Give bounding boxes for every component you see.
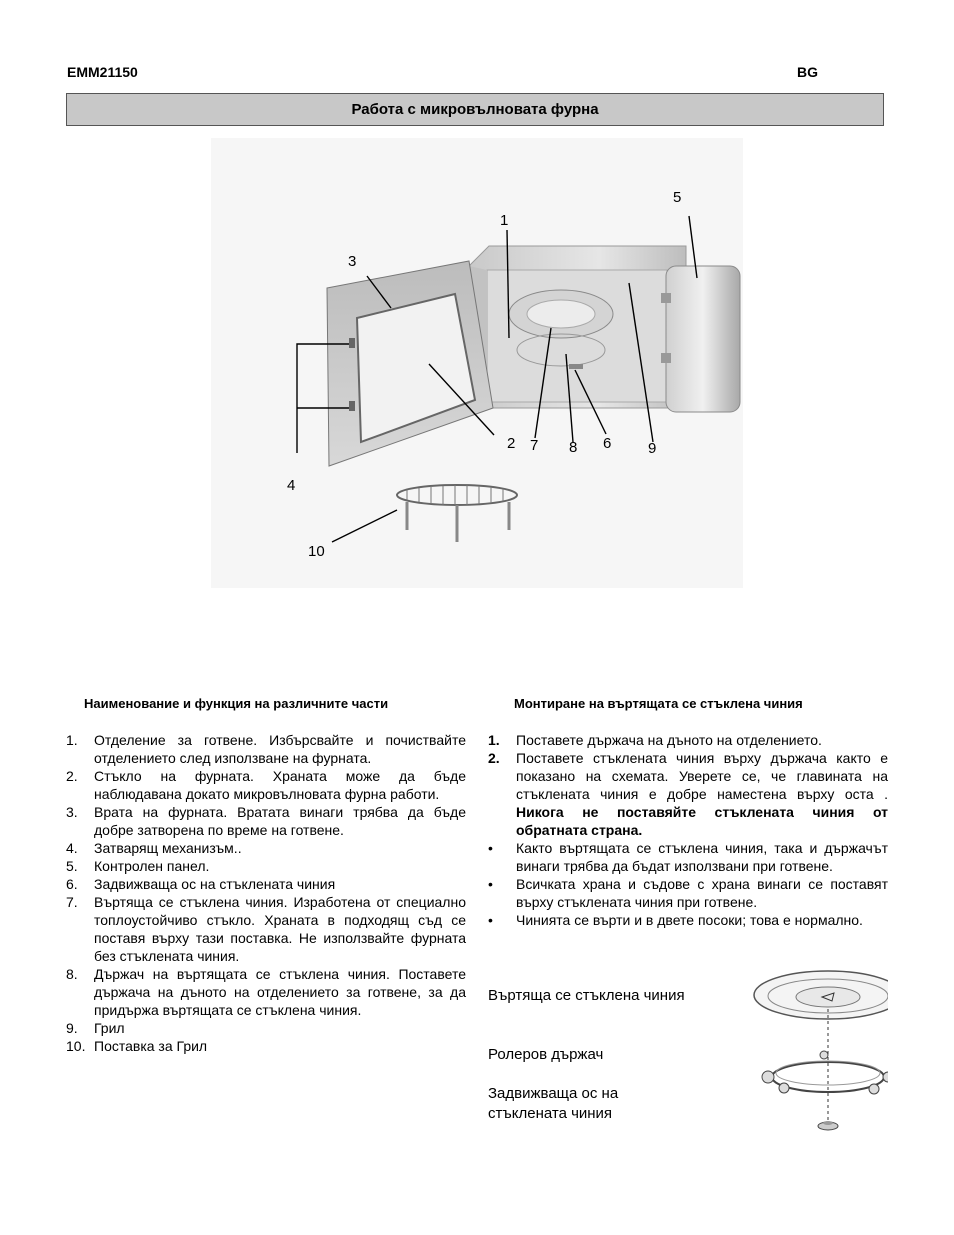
list-item — [488, 749, 888, 839]
callout-8: 8 — [569, 439, 578, 456]
item-number: 10. — [66, 1038, 86, 1054]
item-number: 5. — [66, 858, 78, 874]
item-text: Държач на въртящата се стъклена чиния. Поставете държача на дъното на отделението за готвене, за да придържа въртящата се стъклена чиния. — [94, 966, 466, 1018]
list-item — [66, 767, 466, 803]
oven-body — [469, 246, 740, 412]
list-item — [66, 731, 466, 767]
item-number: 4. — [66, 840, 78, 856]
item-text: Контролен панел. — [94, 858, 210, 874]
step-text — [516, 749, 888, 839]
callout-2: 2 — [507, 435, 516, 452]
item-text: Врата на фурната. Вратата винаги трябва да бъде добре затворена по време на готвене. — [94, 804, 466, 838]
list-item — [66, 857, 466, 875]
list-item — [66, 875, 466, 893]
install-list — [488, 731, 888, 929]
drive-shaft — [569, 364, 583, 369]
bullet-text: Чинията се върти и в двете посоки; това е нормално. — [516, 912, 863, 928]
list-item — [66, 803, 466, 839]
callout-9: 9 — [648, 440, 657, 457]
bullet-text: Всичката храна и съдове с храна винаги се поставят върху стъклената чиния при готвене. — [516, 876, 888, 910]
section-title — [66, 93, 884, 126]
shaft-label-line1: Задвижваща ос на — [488, 1085, 619, 1102]
roller-label: Ролеров държач — [488, 1046, 604, 1063]
item-number: 1. — [66, 732, 78, 748]
parts-heading: Наименование и функция на различните части — [84, 696, 389, 711]
list-item — [66, 839, 466, 857]
glass-plate-drawing — [754, 971, 888, 1019]
step-warning: Никога не поставяйте стъклената чиния от обратната страна. — [516, 804, 888, 838]
turntable-assembly-diagram — [748, 965, 888, 1135]
step-text: Поставете държача на дъното на отделението. — [516, 732, 822, 748]
list-item — [66, 893, 466, 965]
install-heading: Монтиране на въртящата се стъклена чиния — [514, 696, 803, 711]
bullet: • — [488, 912, 493, 928]
callout-10: 10 — [308, 543, 325, 560]
step-text-normal: Поставете стъклената чиния върху държача както е показано на схемата. Уверете се, че главината на стъклената чиния е добре наместена върху оста . — [516, 750, 888, 802]
microwave-diagram — [211, 138, 743, 588]
item-number: 3. — [66, 804, 78, 820]
list-item — [66, 1037, 466, 1055]
list-item — [66, 1019, 466, 1037]
item-text: Поставка за Грил — [94, 1038, 208, 1054]
callout-3: 3 — [348, 253, 357, 270]
item-text: Затварящ механизъм.. — [94, 840, 242, 856]
item-number: 7. — [66, 894, 78, 910]
latch-bottom — [349, 401, 355, 411]
list-item — [488, 839, 888, 875]
step-number: 2. — [488, 750, 500, 766]
callout-7: 7 — [530, 437, 539, 454]
bullet: • — [488, 876, 493, 892]
bullet: • — [488, 840, 493, 856]
section-title-text: Работа с микровълновата фурна — [351, 101, 599, 118]
roller-ring-drawing — [762, 1051, 888, 1094]
callout-4: 4 — [287, 477, 296, 494]
step-number: 1. — [488, 732, 500, 748]
glass-plate-label: Въртяща се стъклена чиния — [488, 987, 685, 1004]
list-item — [488, 731, 888, 749]
drive-shaft-drawing — [818, 1121, 838, 1130]
language-code: BG — [797, 64, 818, 80]
control-panel — [666, 266, 740, 412]
item-text: Въртяща се стъклена чиния. Изработена от специално топлоустойчиво стъкло. Храната в подходящ съд се поставя върху тази поставка. Не използвайте фурната без стъклената чиния. — [94, 894, 466, 964]
item-number: 9. — [66, 1020, 78, 1036]
callout-5: 5 — [673, 189, 682, 206]
shaft-label-line2: стъклената чиния — [488, 1105, 613, 1122]
list-item — [488, 911, 888, 929]
item-text: Стъкло на фурната. Храната може да бъде наблюдавана докато микровълновата фурна работи. — [94, 768, 466, 802]
item-number: 8. — [66, 966, 78, 982]
model-number: EMM21150 — [67, 64, 138, 80]
latch-top — [349, 338, 355, 348]
item-text: Отделение за готвене. Избърсвайте и почиствайте отделението след използване на фурната. — [94, 732, 466, 766]
list-item — [488, 875, 888, 911]
bullet-text: Както въртящата се стъклена чиния, така и държачът винаги трябва да бъдат използвани при готвене. — [516, 840, 888, 874]
item-text: Задвижваща ос на стъклената чиния — [94, 876, 336, 892]
callout-1: 1 — [500, 212, 509, 229]
item-number: 6. — [66, 876, 78, 892]
parts-list — [66, 731, 466, 1055]
item-number: 2. — [66, 768, 78, 784]
callout-6: 6 — [603, 435, 612, 452]
list-item — [66, 965, 466, 1019]
item-text: Грил — [94, 1020, 125, 1036]
